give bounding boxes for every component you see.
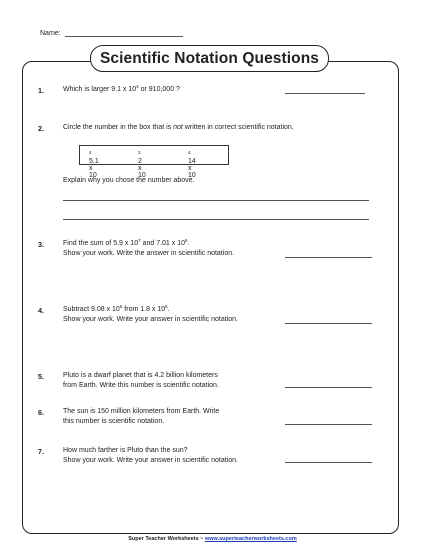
question-7-number: 7.	[38, 447, 44, 456]
name-field-row	[40, 28, 183, 37]
question-6-line-1: The sun is 150 million kilometers from Earth. Write	[63, 408, 220, 415]
question-3-line-2: Show your work. Write the answer in scientific notation.	[63, 250, 235, 257]
answer-line-7[interactable]	[285, 462, 372, 463]
choice-number-1[interactable]: 5.1 x 10 $^4$	[89, 150, 99, 179]
explain-prompt: Explain why you chose the number above.	[63, 177, 195, 184]
answer-line-1[interactable]	[285, 93, 365, 94]
choice-number-3[interactable]: 14 x 10 $^4$	[188, 150, 196, 179]
question-1-number: 1.	[38, 86, 44, 95]
name-input-line[interactable]	[65, 28, 183, 37]
question-6-line-2: this number is scientific notation.	[63, 418, 165, 425]
question-2-text: Circle the number in the box that is not written in correct scientific notation.	[63, 124, 294, 131]
question-5-line-2: from Earth. Write this number is scientific notation.	[63, 382, 219, 389]
footer-separator: ~	[198, 536, 205, 542]
answer-line-3[interactable]	[285, 257, 372, 258]
question-2-number: 2.	[38, 124, 44, 133]
answer-line-6[interactable]	[285, 424, 372, 425]
choice-number-2[interactable]: 2 x 10 $^3$	[138, 150, 146, 179]
name-label: Name:	[40, 30, 61, 37]
number-choice-box	[79, 145, 229, 179]
title-banner	[90, 45, 329, 72]
answer-line-5[interactable]	[285, 387, 372, 388]
footer	[0, 536, 425, 542]
question-3-number: 3.	[38, 240, 44, 249]
answer-line-4[interactable]	[285, 323, 372, 324]
question-3-line-1: Find the sum of 5.9 x $10^7$ and 7.01 x $10^8$.	[63, 238, 190, 247]
question-6-number: 6.	[38, 408, 44, 417]
explain-line-2[interactable]	[63, 219, 369, 220]
question-5-number: 5.	[38, 372, 44, 381]
question-7-line-2: Show your work. Write your answer in scientific notation.	[63, 457, 238, 464]
question-4-line-2: Show your work. Write your answer in scientific notation.	[63, 316, 238, 323]
question-5-line-1: Pluto is a dwarf planet that is 4.2 billion kilometers	[63, 372, 218, 379]
footer-brand: Super Teacher Worksheets	[128, 536, 199, 542]
question-1-text: Which is larger 9.1 x $10^4$ or 910,000 ?	[63, 84, 180, 93]
question-4-number: 4.	[38, 306, 44, 315]
explain-line-1[interactable]	[63, 200, 369, 201]
footer-link[interactable]: www.superteacherworksheets.com	[204, 536, 297, 542]
question-4-line-1: Subtract 9.08 x $10^5$ from 1.8 x $10^6$.	[63, 304, 170, 313]
page-title: Scientific Notation Questions	[99, 49, 320, 67]
question-7-line-1: How much farther is Pluto than the sun?	[63, 447, 188, 454]
